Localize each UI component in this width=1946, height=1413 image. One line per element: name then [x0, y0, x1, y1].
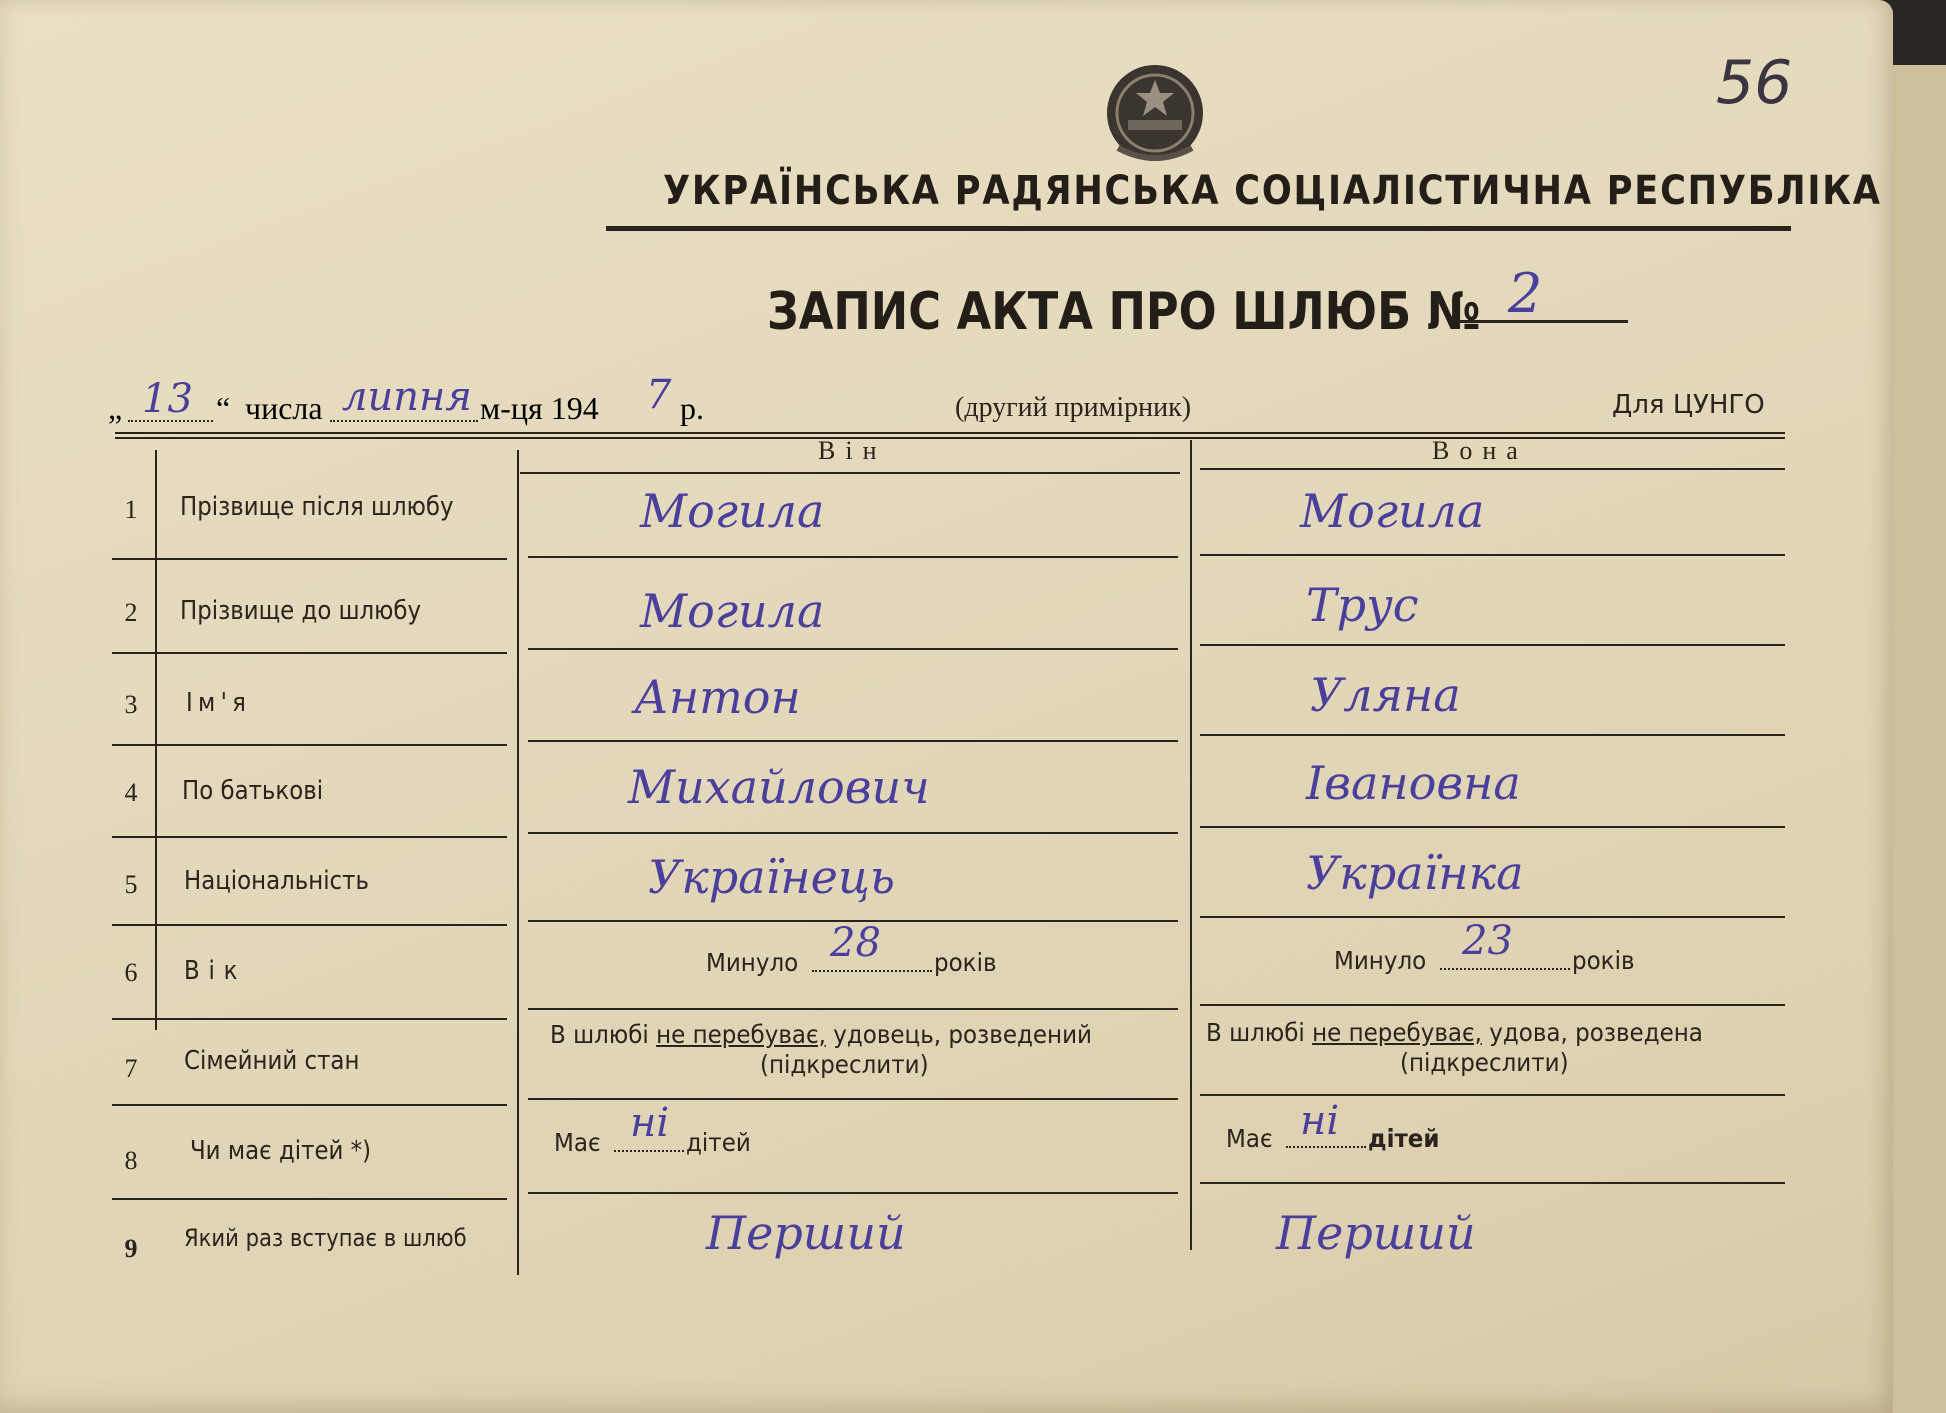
she-marital-pre: В шлюбі	[1206, 1018, 1305, 1047]
year-suffix: р.	[680, 390, 704, 426]
row-label: Прізвище після шлюбу	[180, 492, 454, 522]
he-age: 28	[830, 920, 881, 966]
row-rule	[1200, 1004, 1785, 1006]
he-children-prefix: Має	[554, 1128, 601, 1157]
she-children-prefix: Має	[1226, 1124, 1273, 1153]
he-surname-before: Могила	[640, 584, 825, 638]
row-rule	[112, 1018, 507, 1020]
row-number: 4	[124, 778, 138, 807]
center-column-rule	[1190, 440, 1192, 1250]
row-number: 9	[124, 1234, 138, 1263]
column-header-he: Він	[818, 436, 887, 465]
he-marriage-count: Перший	[706, 1206, 906, 1260]
she-patronymic: Івановна	[1306, 756, 1521, 810]
archive-number: 56	[1716, 48, 1793, 118]
state-emblem-seal	[1098, 58, 1213, 173]
row-number: 1	[124, 495, 138, 524]
row-number: 5	[124, 870, 138, 899]
row-number: 2	[124, 598, 138, 627]
row-rule	[528, 1098, 1178, 1100]
he-children-blank	[614, 1150, 684, 1152]
header-rule-she	[1200, 468, 1785, 470]
row-rule	[112, 744, 507, 746]
row-rule	[528, 556, 1178, 558]
record-number: 2	[1508, 262, 1543, 325]
form-title: ЗАПИС АКТА ПРО ШЛЮБ №	[767, 282, 1481, 342]
she-first-name: Уляна	[1310, 668, 1461, 722]
row-rule	[528, 648, 1178, 650]
row-rule	[528, 1192, 1178, 1194]
he-marital-status	[550, 1020, 1092, 1049]
she-children: ні	[1300, 1098, 1340, 1144]
she-children-suffix: дітей	[1368, 1124, 1440, 1153]
row-rule	[528, 1008, 1178, 1010]
she-age-blank	[1440, 968, 1570, 970]
row-number: 7	[124, 1054, 138, 1083]
he-surname-after: Могила	[640, 484, 825, 538]
he-marital-pre: В шлюбі	[550, 1020, 649, 1049]
copy-label: (другий примірник)	[955, 392, 1192, 423]
column-header-she: Вона	[1432, 436, 1528, 465]
month-blank	[330, 420, 478, 422]
row-label: Який раз вступає в шлюб	[184, 1224, 467, 1252]
she-marriage-count: Перший	[1276, 1206, 1476, 1260]
row-label: Вік	[184, 956, 247, 986]
he-marital-hint: (підкреслити)	[760, 1050, 929, 1079]
row-rule	[1200, 644, 1785, 646]
row-label: Національність	[184, 866, 369, 896]
he-nationality: Українець	[648, 850, 895, 904]
day-label: числа	[245, 390, 323, 426]
table-top-rule-2	[115, 437, 1785, 439]
month-value: липня	[342, 374, 472, 420]
row-rule	[112, 836, 507, 838]
she-marital-post: удова, розведена	[1489, 1018, 1703, 1047]
row-rule	[1200, 554, 1785, 556]
row-label: Сімейний стан	[184, 1046, 360, 1076]
row-rule	[528, 740, 1178, 742]
row-rule	[112, 1198, 507, 1200]
row-rule	[112, 924, 507, 926]
he-first-name: Антон	[634, 670, 801, 724]
she-children-blank	[1286, 1146, 1366, 1148]
she-surname-after: Могила	[1300, 484, 1485, 538]
row-number: 8	[124, 1146, 138, 1175]
label-column-rule	[517, 450, 519, 1275]
row-label: Чи має дітей *)	[190, 1136, 372, 1166]
open-quote: „	[108, 390, 123, 426]
number-column-rule	[155, 450, 157, 1030]
row-label: Ім'я	[186, 688, 252, 718]
she-age: 23	[1462, 918, 1513, 964]
she-marital-hint: (підкреслити)	[1400, 1048, 1569, 1077]
row-rule	[1200, 826, 1785, 828]
row-rule	[1200, 1094, 1785, 1096]
he-children-suffix: дітей	[686, 1128, 751, 1157]
she-age-suffix: років	[1572, 946, 1635, 975]
row-label: Прізвище до шлюбу	[180, 596, 422, 626]
he-marital-post: удовець, розведений	[833, 1020, 1092, 1049]
row-rule	[528, 832, 1178, 834]
header-underline	[606, 226, 1791, 231]
row-rule	[112, 1104, 507, 1106]
row-rule	[112, 652, 507, 654]
she-age-prefix: Минуло	[1334, 946, 1427, 975]
she-nationality: Українка	[1306, 846, 1524, 900]
he-marital-underlined: не перебуває,	[656, 1020, 826, 1049]
row-number: 3	[124, 690, 138, 719]
row-rule	[1200, 1182, 1785, 1184]
row-rule	[1200, 734, 1785, 736]
year-digit: 7	[646, 372, 672, 418]
destination-label: Для ЦУНГО	[1612, 390, 1765, 420]
day-value: 13	[142, 376, 193, 422]
republic-heading: УКРАЇНСЬКА РАДЯНСЬКА СОЦІАЛІСТИЧНА РЕСПУБЛІКА	[663, 168, 1882, 214]
she-marital-underlined: не перебуває,	[1312, 1018, 1482, 1047]
she-marital-status	[1206, 1018, 1703, 1047]
table-top-rule	[115, 432, 1785, 434]
header-rule-he	[520, 472, 1180, 474]
she-surname-before: Трус	[1306, 578, 1419, 632]
row-rule	[112, 558, 507, 560]
month-label: м-ця 194	[480, 390, 599, 426]
he-age-prefix: Минуло	[706, 948, 799, 977]
he-age-suffix: років	[934, 948, 997, 977]
record-number-line	[1458, 320, 1628, 323]
he-children: ні	[630, 1100, 670, 1146]
he-age-blank	[812, 970, 932, 972]
close-quote: “	[216, 390, 231, 426]
row-label: По батькові	[182, 776, 324, 806]
row-number: 6	[124, 958, 138, 987]
he-patronymic: Михайлович	[628, 760, 930, 814]
